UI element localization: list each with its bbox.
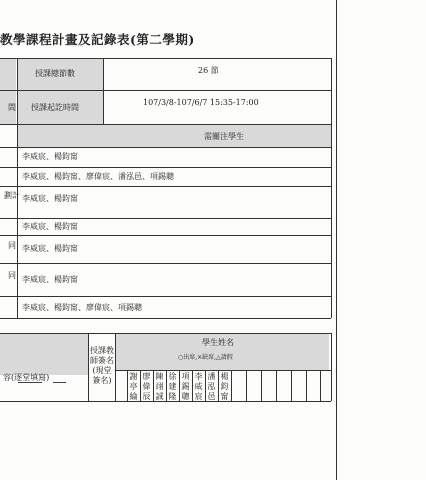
student-name-1: 謝亭綸 xyxy=(129,372,138,401)
attention-row-6: 李威宸、楊鈞甯 xyxy=(22,275,78,284)
attention-students-header: 需關注學生 xyxy=(204,132,244,141)
left-label-shade xyxy=(0,58,16,124)
student-name-5: 項錫聰 xyxy=(181,372,190,401)
attention-row-3: 李威宸、楊鈞甯 xyxy=(22,194,78,203)
teacher-signature-label: 授課教師簽名(現堂簽名) xyxy=(90,346,114,385)
period-value: 107/3/8-107/6/7 15:35-17:00 xyxy=(143,98,259,107)
left-fragment-plan: 劃計 xyxy=(4,191,20,200)
content-shade xyxy=(0,334,88,375)
attention-row-4: 李威宸、楊鈞甯 xyxy=(22,222,78,231)
document-title: 教學課程計畫及記錄表(第二學期) xyxy=(0,32,195,47)
lesson-content-label: 容(逐堂填寫) xyxy=(3,373,50,382)
attention-row-5: 李威宸、楊鈞甯 xyxy=(22,244,78,253)
left-fragment-same-1: 同 xyxy=(8,241,16,250)
total-hours-label: 授課總節數 xyxy=(35,69,75,78)
underline-mark-2 xyxy=(53,382,66,383)
student-name-6: 李威宸 xyxy=(194,372,203,401)
underline-mark xyxy=(18,382,42,383)
student-name-4: 徐建隆 xyxy=(168,372,177,401)
student-name-8: 楊鈞甯 xyxy=(220,372,229,401)
student-name-7: 潘泓邑 xyxy=(207,372,216,401)
student-name-3: 陳翊誠 xyxy=(155,372,164,401)
left-fragment-same-2: 同 xyxy=(8,271,16,280)
student-names-header: 學生姓名 xyxy=(202,338,234,347)
page-right-border xyxy=(336,0,337,480)
attention-header-shade xyxy=(17,124,331,147)
attention-row-1: 李威宸、楊鈞甯 xyxy=(22,152,78,161)
header-label-shade xyxy=(17,58,103,124)
attention-row-7: 李威宸、楊鈞甯、廖偉宸、項錫聰 xyxy=(22,303,142,312)
period-label: 授課起訖時間 xyxy=(31,103,79,112)
left-fragment-period: 間 xyxy=(8,103,16,112)
total-hours-value: 26 節 xyxy=(198,66,219,75)
attention-row-2: 李威宸、楊鈞甯、廖偉宸、潘泓邑、項錫聰 xyxy=(22,172,174,181)
attendance-legend: ○出席,×缺席,△請假 xyxy=(178,354,233,361)
student-name-2: 廖偉辰 xyxy=(142,372,151,401)
